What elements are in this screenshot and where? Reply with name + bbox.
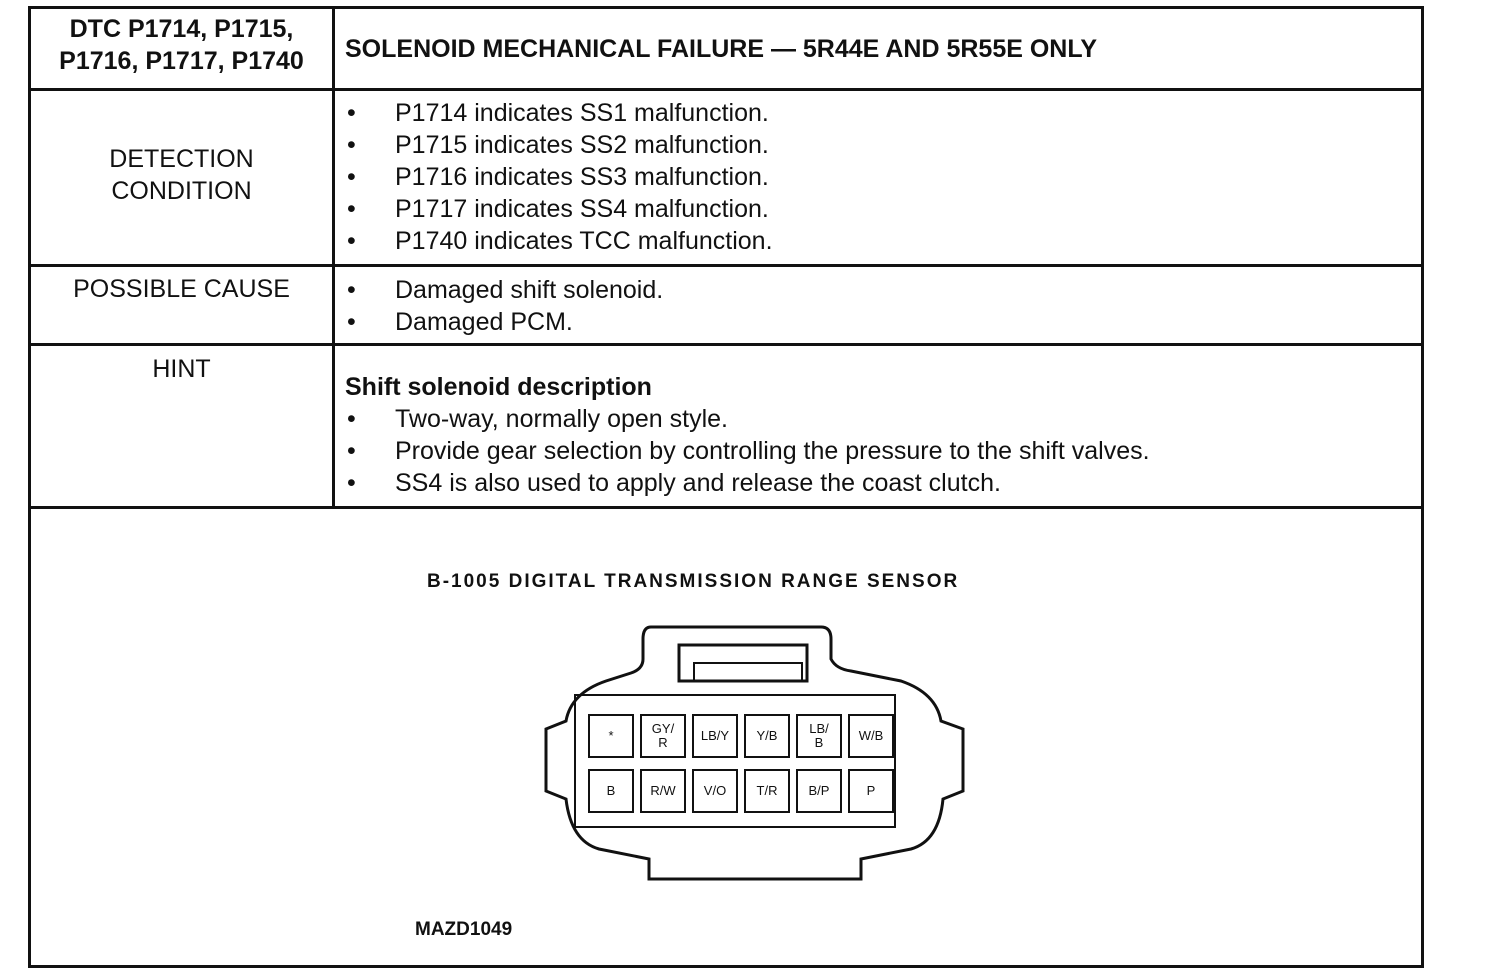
pin-label: R	[658, 735, 668, 750]
page-title: SOLENOID MECHANICAL FAILURE — 5R44E AND 5R55E ONLY	[345, 35, 1097, 63]
pin-grid	[589, 715, 893, 812]
pin-label: P	[866, 783, 876, 798]
document-table	[28, 6, 1424, 968]
pin-label: V/O	[703, 783, 727, 798]
list-item: • Damaged shift solenoid.	[347, 276, 664, 304]
detection-label-line1: DETECTION	[109, 145, 254, 173]
dtc-codes-line1: DTC P1714, P1715,	[69, 15, 294, 43]
cause-label: POSSIBLE CAUSE	[73, 275, 290, 303]
pin-label: R/W	[650, 783, 676, 798]
list-item: • P1717 indicates SS4 malfunction.	[347, 195, 769, 223]
list-item: • P1716 indicates SS3 malfunction.	[347, 163, 769, 191]
list-item: • Provide gear selection by controlling the pressure to the shift valves.	[347, 437, 1150, 465]
list-item: • P1740 indicates TCC malfunction.	[347, 227, 773, 255]
list-item: • Two-way, normally open style.	[347, 405, 728, 433]
bullet-icon: •	[347, 227, 356, 255]
pin-label: T/R	[756, 783, 778, 798]
bullet-icon: •	[347, 308, 356, 336]
bullet-icon: •	[347, 469, 356, 497]
dtc-codes-cell	[31, 13, 332, 77]
bullet-icon: •	[347, 195, 356, 223]
column-divider	[332, 9, 335, 509]
bullet-icon: •	[347, 131, 356, 159]
detection-list	[345, 97, 1411, 257]
row-divider	[31, 506, 1421, 509]
connector-diagram	[491, 621, 971, 891]
figure-title: B-1005 DIGITAL TRANSMISSION RANGE SENSOR	[427, 571, 960, 592]
row-divider	[31, 343, 1421, 346]
pin-label: B/P	[808, 783, 830, 798]
bullet-icon: •	[347, 405, 356, 433]
dtc-codes-line2: P1716, P1717, P1740	[59, 47, 304, 75]
bullet-icon: •	[347, 163, 356, 191]
figure-id: MAZD1049	[415, 919, 513, 940]
detection-list-cell	[345, 97, 1411, 257]
list-item: • SS4 is also used to apply and release the coast clutch.	[347, 469, 1001, 497]
cause-list-cell	[345, 274, 1411, 338]
hint-heading: Shift solenoid description	[345, 373, 652, 401]
pin-label: B	[814, 735, 824, 750]
pin-label: *	[608, 728, 614, 743]
detection-label	[31, 143, 332, 207]
pin-label: LB/	[809, 721, 829, 736]
connector-shell	[546, 627, 963, 879]
connector-latch-inner	[694, 663, 802, 681]
hint-label: HINT	[152, 355, 211, 383]
pin-label: B	[606, 783, 616, 798]
bullet-icon: •	[347, 276, 356, 304]
list-item: • P1715 indicates SS2 malfunction.	[347, 131, 769, 159]
pin-label: W/B	[858, 728, 884, 743]
pin-label: GY/	[651, 721, 675, 736]
cause-list	[345, 274, 1411, 338]
pin-label: LB/Y	[700, 728, 730, 743]
list-item: • P1714 indicates SS1 malfunction.	[347, 99, 769, 127]
list-item: • Damaged PCM.	[347, 308, 573, 336]
hint-cell	[345, 371, 1411, 499]
detection-label-line2: CONDITION	[111, 177, 252, 205]
row-divider	[31, 264, 1421, 267]
row-divider	[31, 88, 1421, 91]
bullet-icon: •	[347, 437, 356, 465]
bullet-icon: •	[347, 99, 356, 127]
hint-list	[345, 403, 1411, 499]
pin-label: Y/B	[756, 728, 778, 743]
